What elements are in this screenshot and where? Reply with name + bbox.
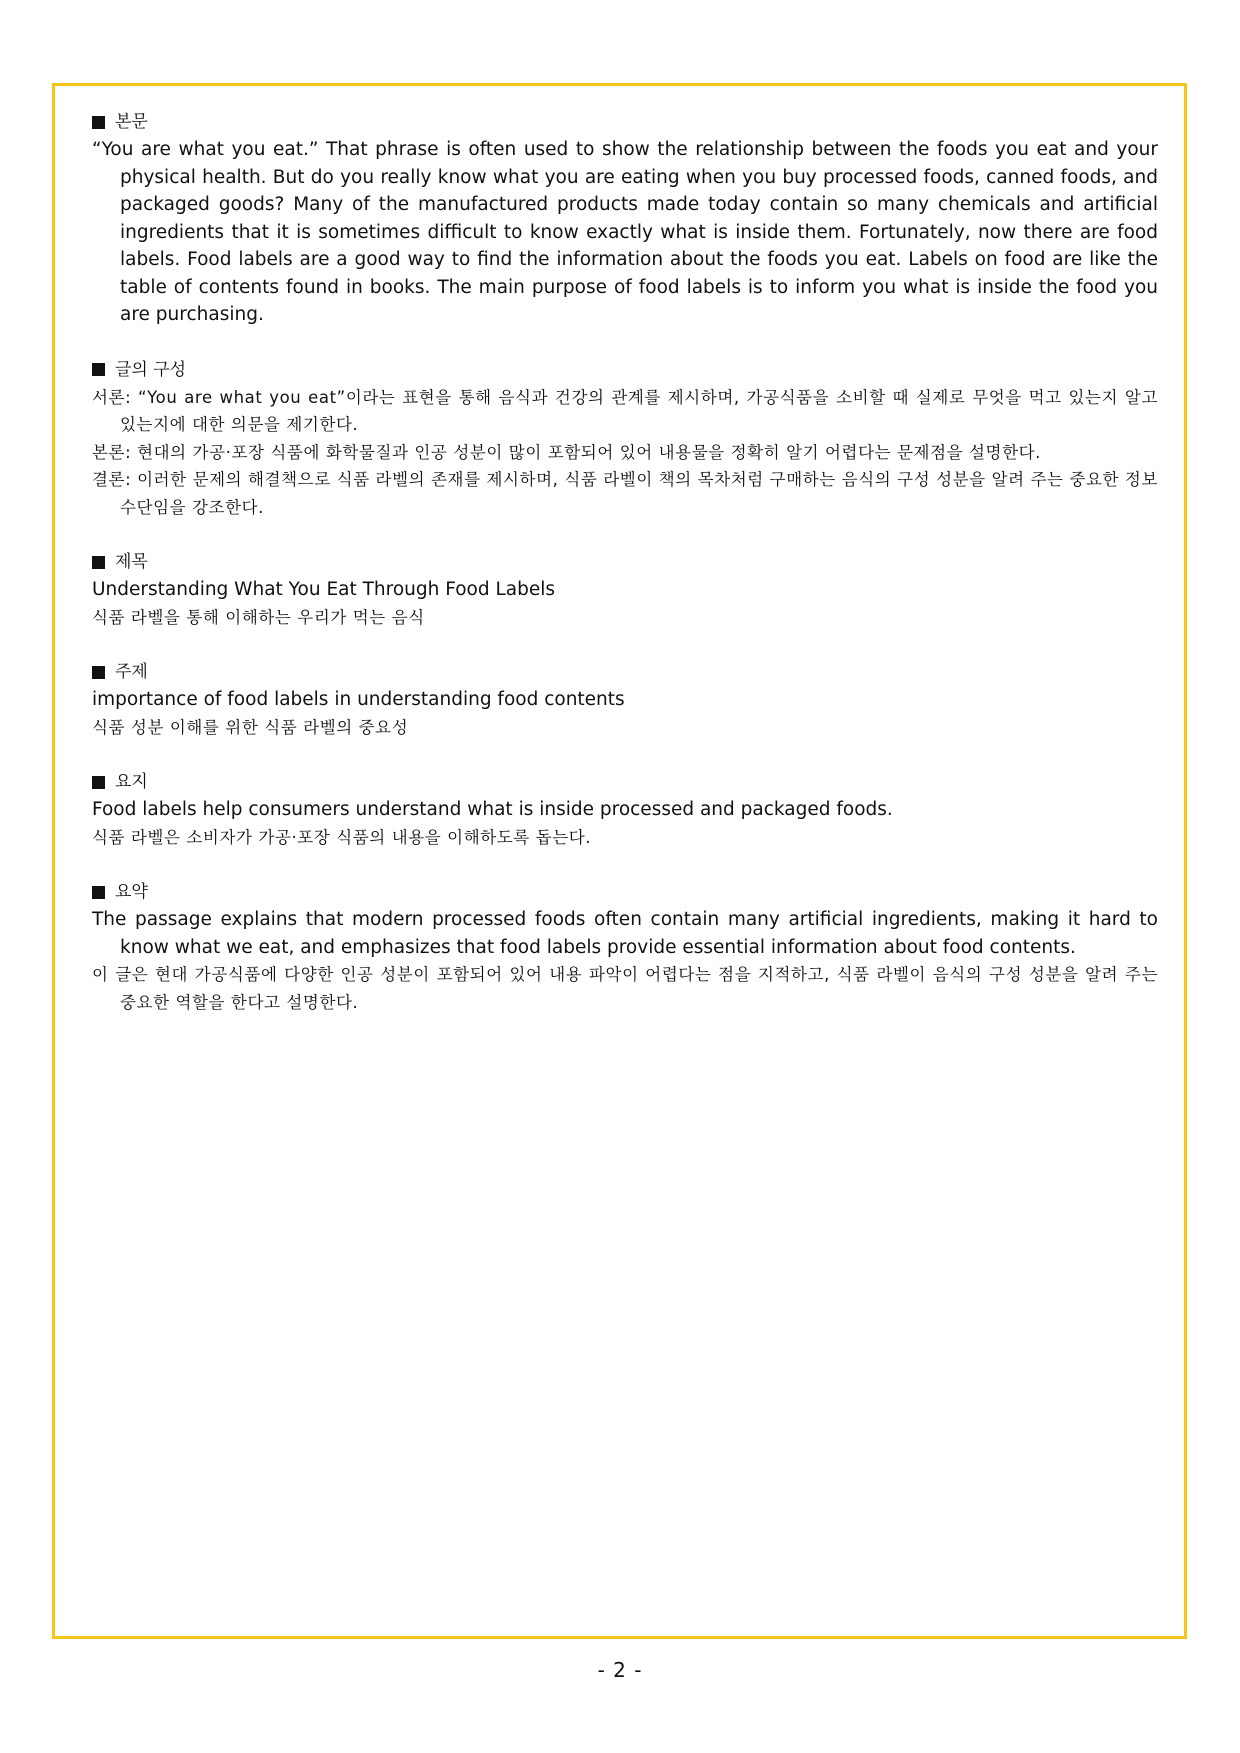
structure-conclusion: 결론: 이러한 문제의 해결책으로 식품 라벨의 존재를 제시하며, 식품 라벨이 책의 목차처럼 구매하는 음식의 구성 성분을 알려 주는 중요한 정보 수단임을 강조한다. — [92, 470, 1158, 517]
gist-english: Food labels help consumers understand what is inside processed and packaged foods. — [92, 799, 893, 820]
section-heading — [92, 548, 1158, 576]
heading-label: 주제 — [115, 662, 148, 682]
page-number: - 2 - — [597, 1658, 643, 1682]
summary-korean: 이 글은 현대 가공식품에 다양한 인공 성분이 포함되어 있어 내용 파악이 어렵다는 점을 지적하고, 식품 라벨이 음식의 구성 성분을 알려 주는 중요한 역할을 한다고 설명한다. — [92, 965, 1158, 1012]
worksheet-content — [92, 108, 1158, 1043]
section-summary — [92, 878, 1158, 1016]
heading-label: 글의 구성 — [115, 359, 187, 380]
square-bullet-icon — [92, 363, 105, 376]
section-heading — [92, 108, 1158, 136]
theme-english: importance of food labels in understanding food contents — [92, 689, 625, 710]
section-theme — [92, 658, 1158, 741]
heading-label: 제목 — [115, 552, 148, 572]
theme-korean: 식품 성분 이해를 위한 식품 라벨의 중요성 — [92, 717, 409, 737]
structure-main: 본론: 현대의 가공·포장 식품에 화학물질과 인공 성분이 많이 포함되어 있어 내용물을 정확히 알기 어렵다는 문제점을 설명한다. — [92, 442, 1042, 462]
heading-label: 요약 — [115, 882, 148, 902]
section-heading — [92, 356, 1158, 384]
square-bullet-icon — [92, 556, 105, 569]
square-bullet-icon — [92, 666, 105, 679]
section-title — [92, 548, 1158, 631]
section-body — [92, 108, 1158, 329]
gist-korean: 식품 라벨은 소비자가 가공·포장 식품의 내용을 이해하도록 돕는다. — [92, 827, 592, 847]
square-bullet-icon — [92, 886, 105, 899]
title-english: Understanding What You Eat Through Food Labels — [92, 579, 556, 600]
square-bullet-icon — [92, 116, 105, 129]
heading-label: 요지 — [115, 772, 148, 792]
section-heading — [92, 658, 1158, 686]
section-heading — [92, 768, 1158, 796]
title-korean: 식품 라벨을 통해 이해하는 우리가 먹는 음식 — [92, 607, 425, 627]
summary-english: The passage explains that modern processed foods often contain many artificial ingredients, making it hard to know what we eat, and emphasizes that food labels provide essential information about food contents. — [92, 909, 1158, 958]
square-bullet-icon — [92, 776, 105, 789]
passage-text: “You are what you eat.” That phrase is often used to show the relationship between the foods you eat and your physical health. But do you really know what you are eating when you buy processed foods, canned foods, and packaged goods? Many of the manufactured products made today contain so many chemicals and artificial ingredients that it is sometimes difficult to know exactly what is inside them. Fortunately, now there are food labels. Food labels are a good way to find the information about the foods you eat. Labels on food are like the table of contents found in books. The main purpose of food labels is to inform you what is inside the food you are purchasing. — [92, 139, 1158, 325]
section-structure — [92, 356, 1158, 522]
heading-label: 본문 — [115, 112, 148, 132]
section-heading — [92, 878, 1158, 906]
section-gist — [92, 768, 1158, 851]
structure-intro: 서론: “You are what you eat”이라는 표현을 통해 음식과 건강의 관계를 제시하며, 가공식품을 소비할 때 실제로 무엇을 먹고 있는지 알고 있는지에 대한 의문을 제기한다. — [92, 387, 1158, 434]
